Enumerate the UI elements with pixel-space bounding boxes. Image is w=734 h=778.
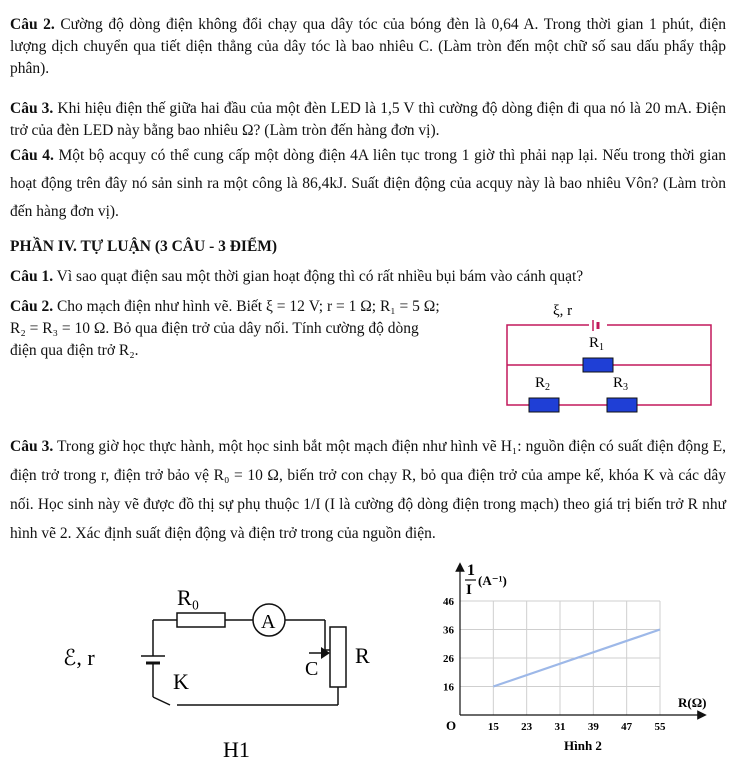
essay-question-1 [10,266,726,288]
essay-question-3 [10,432,726,548]
question-text: Cường độ dòng điện không đổi chạy qua dây tóc của bóng đèn là 0,64 A. Trong thời gian 1 phút, điện lượng dịch chuyển qua tiết diện thẳng của dây tóc là bao nhiêu C. (Làm tròn đến một chữ số sau dấu phẩy thập phân). [10,16,726,77]
question-text: Vì sao quạt điện sau một thời gian hoạt động thì có rất nhiều bụi bám vào cánh quạt? [53,268,584,285]
rheostat [330,627,346,687]
section-heading: PHẦN IV. TỰ LUẬN (3 CÂU - 3 ĐIỂM) [10,238,278,255]
x-tick-label: 23 [521,721,533,733]
chart-grid [460,601,660,715]
question-label: Câu 2. [10,16,55,33]
rheostat-label: R [355,643,370,668]
circuit-diagram-1 [495,300,725,415]
source-label: ξ, r [553,303,573,319]
question-4 [10,142,726,226]
x-tick-label: 55 [654,721,666,733]
figure-caption: H1 [223,737,250,762]
y-unit: (A⁻¹) [478,573,507,588]
y-tick-label: 16 [443,681,454,694]
y-tick-label: 36 [443,624,454,637]
x-tick-label: 15 [487,721,499,733]
x-tick-label: 31 [554,721,566,733]
origin-label: O [446,718,457,733]
question-text: Cho mạch điện như hình vẽ. Biết ξ = 12 V; r = 1 Ω; R₁ = 5 Ω; [53,298,440,315]
slider-label: C [305,658,319,680]
resistor-r1 [583,358,613,372]
y-tick-label: 26 [443,653,454,665]
y-label-numerator: 1 [467,562,475,579]
question-label: Câu 2. [10,298,54,315]
question-text: Khi hiệu điện thế giữa hai đầu của một đèn LED là 1,5 V thì cường độ dòng điện đi qua nó là 20 mA. Điện trở của đèn LED này bằng bao nhiêu Ω? (Làm tròn đến hàng đơn vị). [10,100,726,139]
essay-question-2 [10,296,500,362]
y-tick-label: 46 [443,596,454,608]
r1-label: $R_1$ [589,335,605,353]
switch-blade [153,697,170,705]
r0-label: R₀ [177,585,200,610]
question-label: Câu 3. [10,100,54,117]
r3-label: $R_3$ [613,375,629,393]
resistor-r3 [607,398,637,412]
x-tick-label: 39 [587,721,599,733]
graph-figure-2 [420,555,725,778]
question-text: điện qua điện trở R₂. [10,342,139,359]
figure-caption: Hình 2 [564,738,602,753]
x-tick-label: 47 [621,721,633,733]
question-label: Câu 1. [10,268,54,285]
question-label: Câu 4. [10,147,54,164]
y-label-denominator: I [466,582,472,598]
key-label: K [173,669,189,694]
question-label: Câu 3. [10,438,54,455]
ammeter-label: A [261,611,276,633]
question-3 [10,98,726,142]
question-text: Trong giờ học thực hành, một học sinh bắt một mạch điện như hình vẽ H₁: nguồn điện có suất điện động E, điện trở trong r, điện trở bảo vệ R₀ = 10 Ω, biến trở con chạy R, bỏ qua điện trở của ampe kế, khóa K và các dây nối. Học sinh này vẽ được đồ thị sự phụ thuộc 1/I (I là cường độ dòng điện trong mạch) theo giá trị biến trở R như hình vẽ 2. Xác định suất điện động và điện trở trong của nguồn điện. [10,438,726,542]
resistor-r0 [177,613,225,627]
question-text: R₂ = R₃ = 10 Ω. Bỏ qua điện trở của dây nối. Tính cường độ dòng [10,320,419,337]
r2-label: $R_2$ [535,375,551,393]
source-label: ℰ, r [63,645,95,670]
question-text: Một bộ acquy có thể cung cấp một dòng điện 4A liên tục trong 1 giờ thì phải nạp lại. Nếu trong thời gian hoạt động trên đây nó sản sinh ra một công là 86,4kJ. Suất điện động của acquy này là bao nhiêu Vôn? (Làm tròn đến hàng đơn vị). [10,147,726,220]
question-2 [10,14,726,80]
circuit-diagram-h1 [55,585,405,770]
resistor-r2 [529,398,559,412]
x-label: R(Ω) [678,695,707,710]
